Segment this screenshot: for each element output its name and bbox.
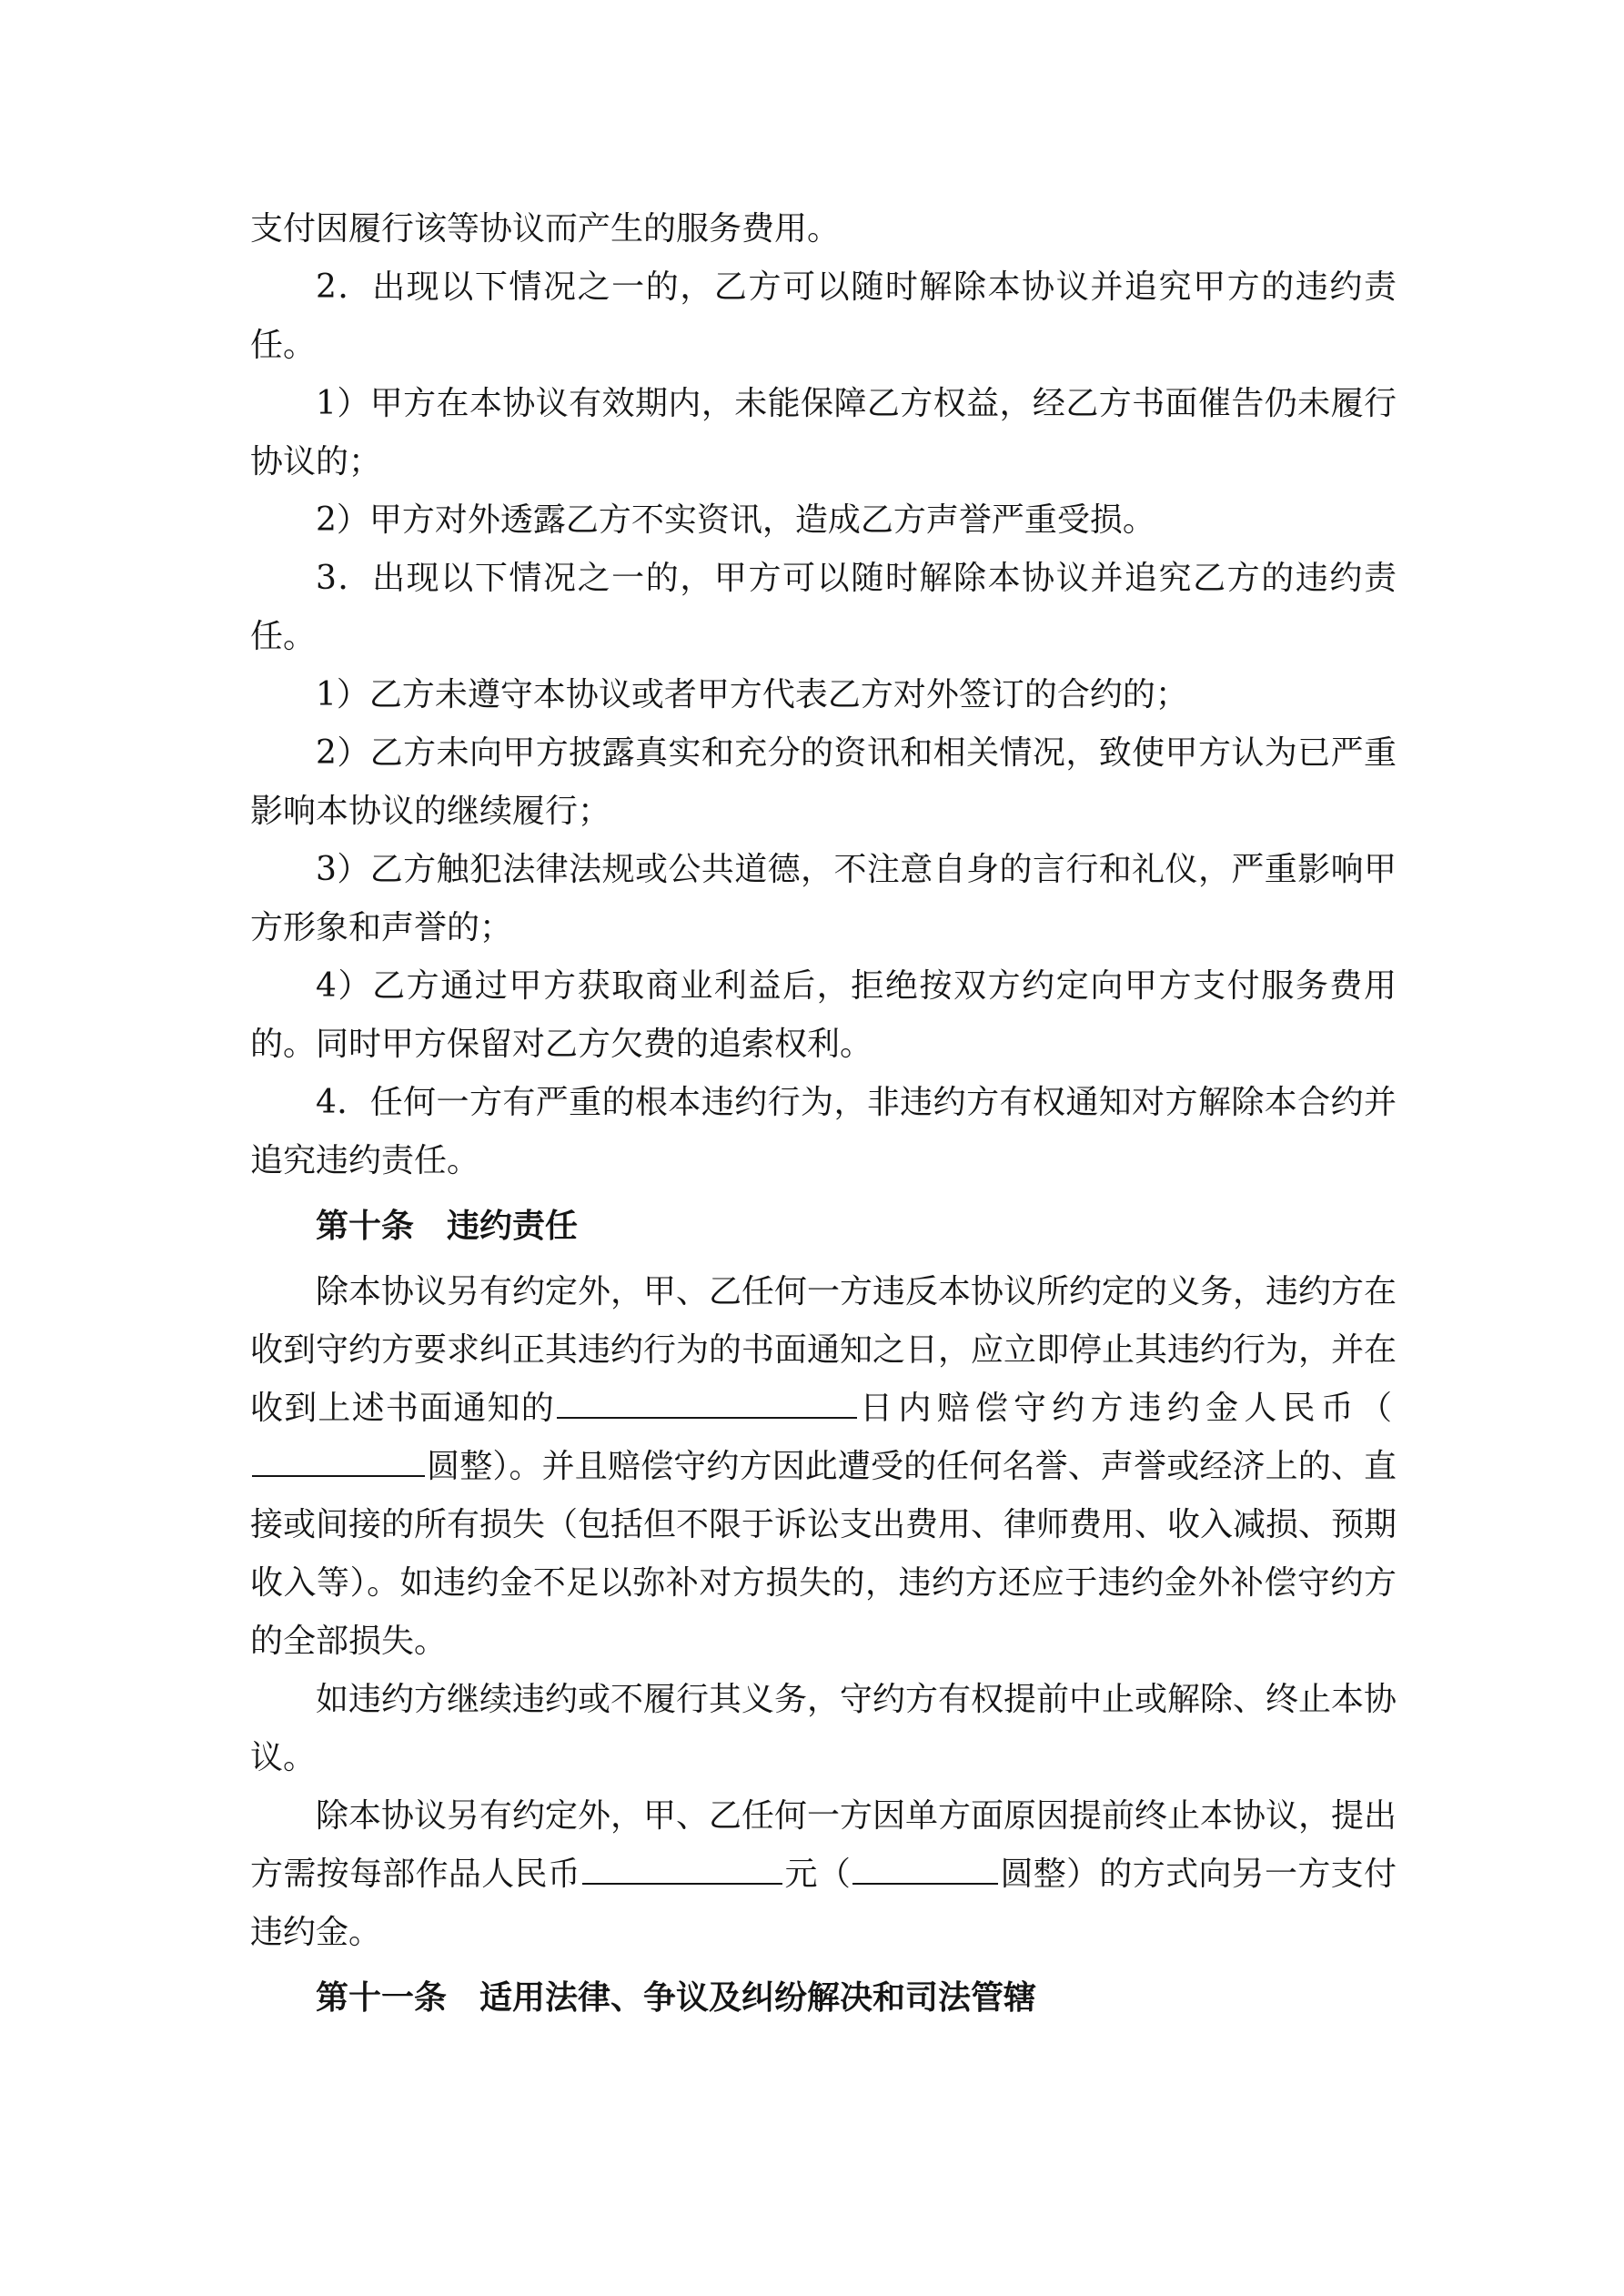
article-10-number: 第十条 [316, 1208, 415, 1245]
article-10-title: 违约责任 [447, 1208, 579, 1245]
article-10-para3-text-c: 圆整）的方式向另一方支付违约金。 [250, 1856, 1397, 1951]
amount-per-work-words-blank-field[interactable] [852, 1852, 998, 1885]
clause-2: 2．出现以下情况之一的，乙方可以随时解除本协议并追究甲方的违约责任。 [250, 268, 1397, 364]
clause-2-item-1: 1）甲方在本协议有效期内，未能保障乙方权益，经乙方书面催告仍未履行协议的； [250, 385, 1397, 480]
clause-3: 3．出现以下情况之一的，甲方可以随时解除本协议并追究乙方的违约责任。 [250, 560, 1397, 655]
paragraph-service-fee: 支付因履行该等协议而产生的服务费用。 [250, 210, 841, 248]
clause-3-item-1: 1）乙方未遵守本协议或者甲方代表乙方对外签订的合约的； [316, 676, 1188, 713]
article-10-heading [250, 1198, 1397, 1256]
clause-3-item-4: 4）乙方通过甲方获取商业利益后，拒绝按双方约定向甲方支付服务费用的。同时甲方保留对乙方欠费的追索权利。 [250, 967, 1397, 1063]
article-10-para3-text-a: 除本协议另有约定外，甲、乙任何一方因单方面原因提前终止本协议，提出方需按每部作品人民币 [250, 1797, 1397, 1893]
article-10-paragraph-2: 如违约方继续违约或不履行其义务，守约方有权提前中止或解除、终止本协议。 [250, 1681, 1397, 1776]
article-11-heading [250, 1969, 1397, 2028]
clause-2-item-2: 2）甲方对外透露乙方不实资讯，造成乙方声誉严重受损。 [316, 501, 1155, 539]
days-blank-field[interactable] [557, 1386, 857, 1419]
article-11-title: 适用法律、争议及纠纷解决和司法管辖 [479, 1979, 1037, 2017]
amount-words-blank-field[interactable] [252, 1444, 425, 1477]
article-10-text-b: 日内赔偿守约方违约金人民币（ [858, 1390, 1397, 1427]
amount-per-work-blank-field[interactable] [582, 1852, 782, 1885]
article-10-paragraph-1 [250, 1263, 1397, 1671]
document-page [250, 200, 1397, 2035]
article-10-para3-text-b: 元（ [784, 1856, 852, 1893]
article-10-text-a: 除本协议另有约定外，甲、乙任何一方违反本协议所约定的义务，违约方在收到守约方要求纠正其违约行为的书面通知之日，应立即停止其违约行为，并在收到上述书面通知的 [250, 1273, 1397, 1427]
article-10-text-c: 圆整）。并且赔偿守约方因此遭受的任何名誉、声誉或经济上的、直接或间接的所有损失（包括但不限于诉讼支出费用、律师费用、收入减损、预期收入等）。如违约金不足以弥补对方损失的，违约方还应于违约金外补偿守约方的全部损失。 [250, 1448, 1397, 1660]
article-10-paragraph-3 [250, 1787, 1397, 1962]
clause-3-item-3: 3）乙方触犯法律法规或公共道德，不注意自身的言行和礼仪，严重影响甲方形象和声誉的； [250, 851, 1397, 946]
article-11-number: 第十一条 [316, 1979, 448, 2017]
clause-4: 4．任何一方有严重的根本违约行为，非违约方有权通知对方解除本合约并追究违约责任。 [250, 1084, 1397, 1179]
clause-3-item-2: 2）乙方未向甲方披露真实和充分的资讯和相关情况，致使甲方认为已严重影响本协议的继续履行； [250, 734, 1397, 830]
